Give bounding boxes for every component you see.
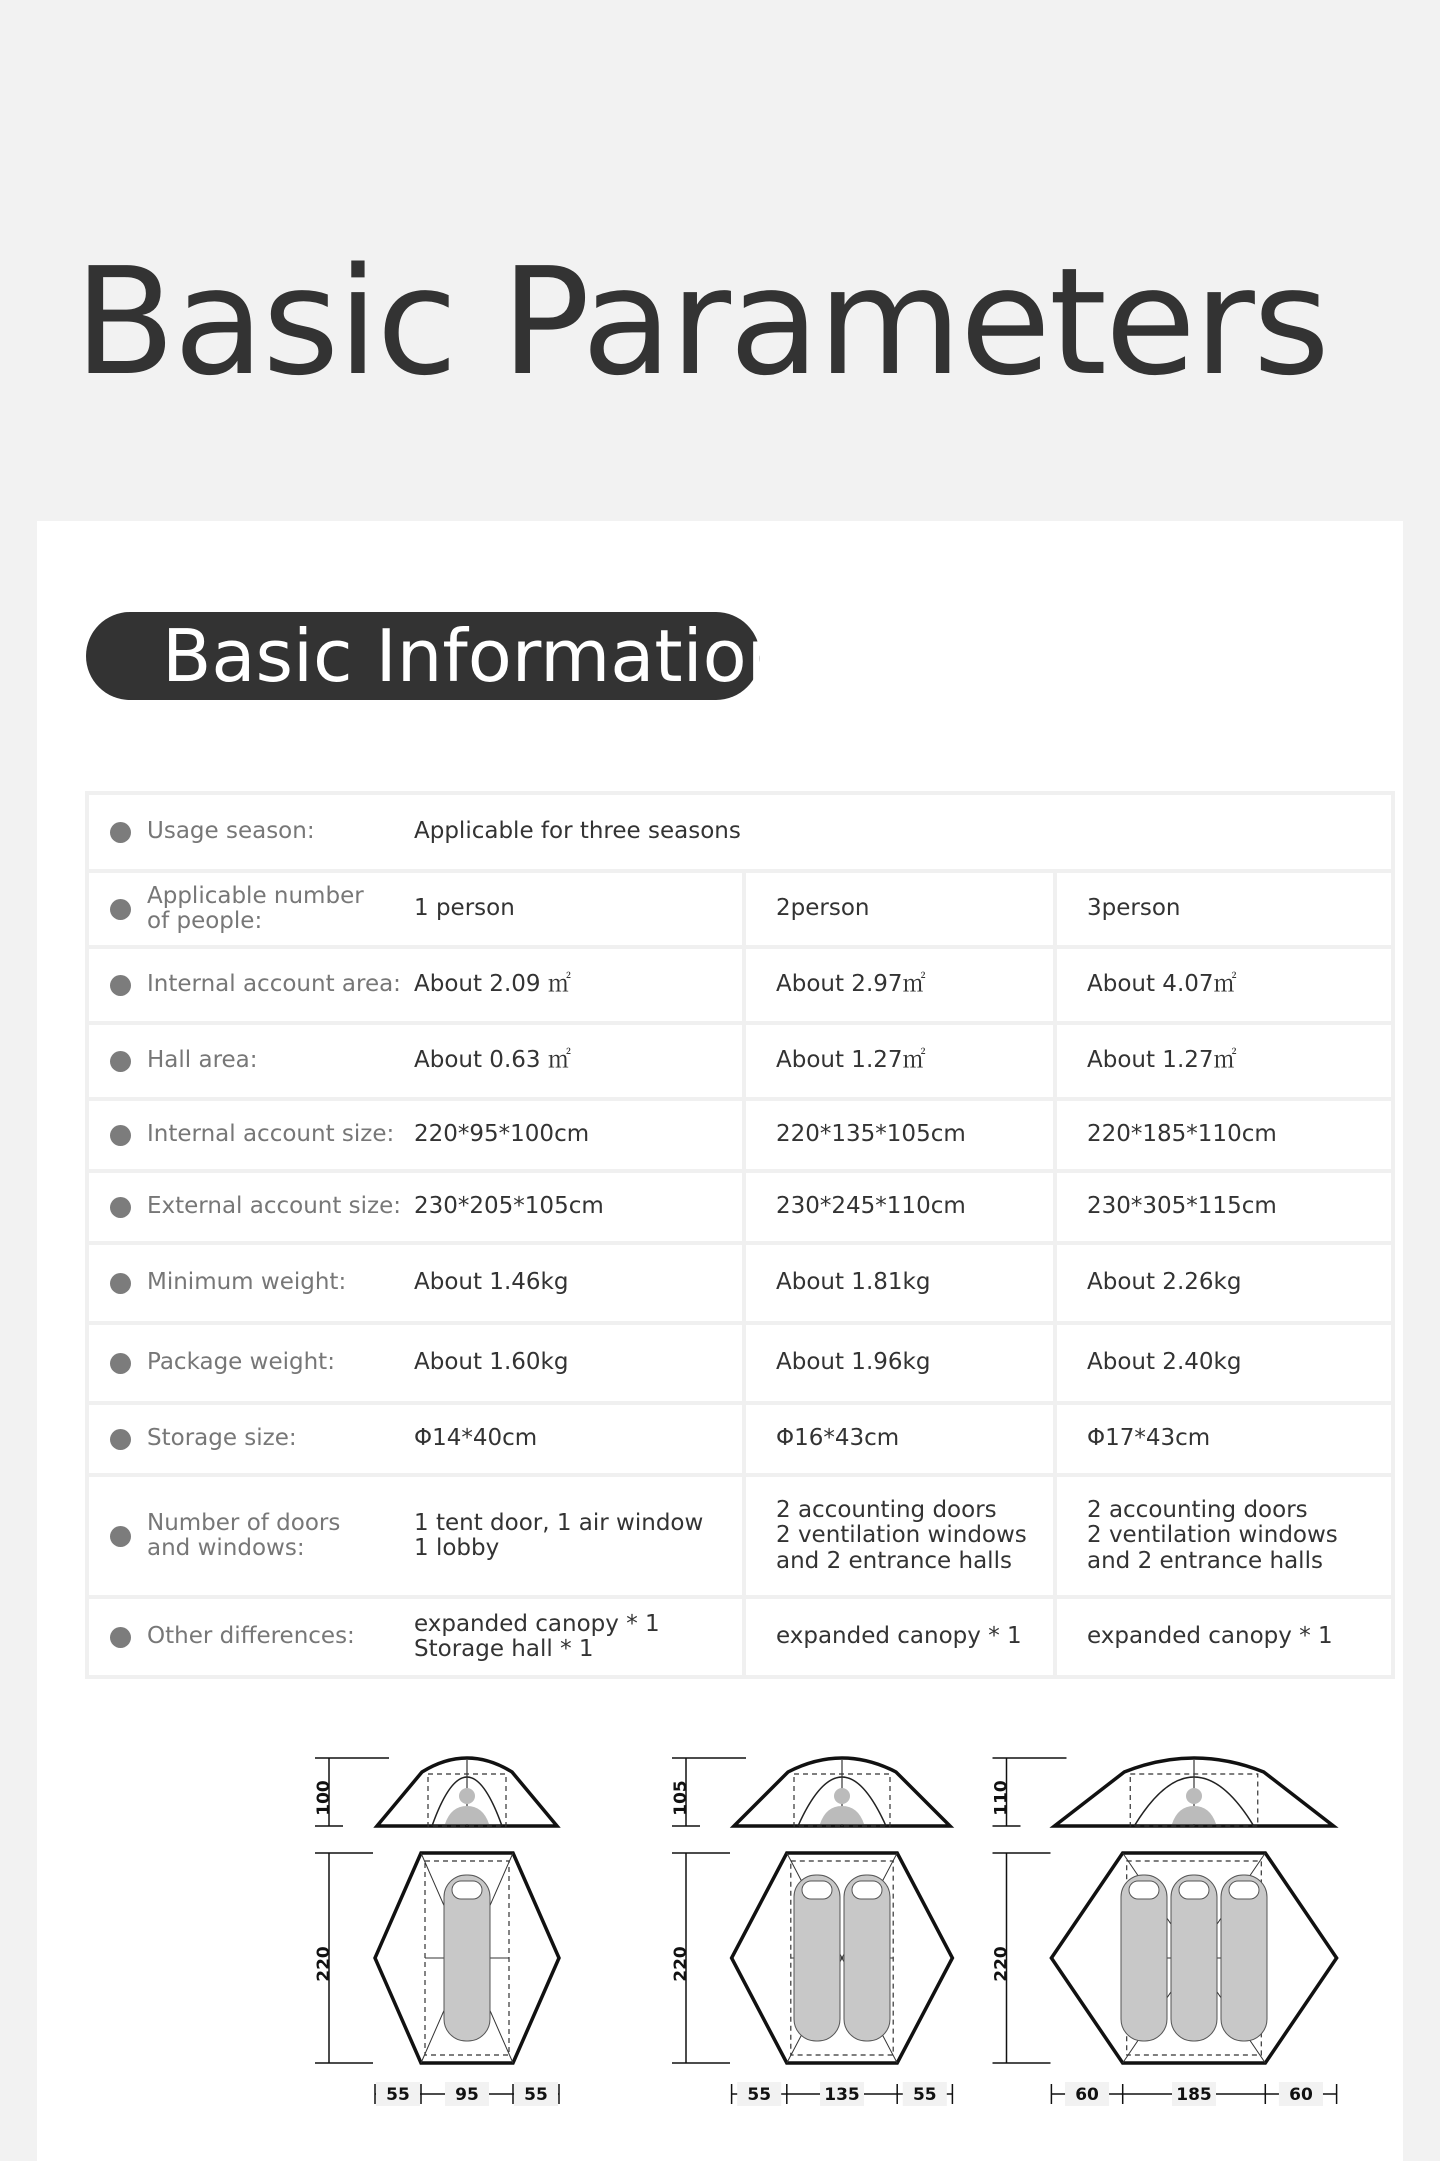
row-value: About 4.07㎡	[1055, 947, 1393, 1023]
table-row	[87, 871, 1393, 947]
table-row	[87, 1475, 1393, 1597]
row-value: 1 tent door, 1 air window 1 lobby	[414, 1475, 744, 1597]
row-value: 230*305*115cm	[1055, 1171, 1393, 1243]
row-value: 220*185*110cm	[1055, 1099, 1393, 1171]
row-value: 2 accounting doors 2 ventilation windows and 2 entrance halls	[1055, 1475, 1393, 1597]
person-body-icon	[820, 1806, 864, 1824]
sleeping-bag-head-icon	[852, 1881, 882, 1899]
row-value: 220*95*100cm	[414, 1099, 744, 1171]
tent-diagram	[314, 1758, 559, 2106]
bullet-dot-icon	[110, 1627, 131, 1648]
width-dimension-label: 135	[824, 2085, 860, 2105]
row-label: Other differences:	[87, 1597, 414, 1677]
height-dimension-label: 100	[314, 1780, 334, 1816]
width-dimension-label: 55	[386, 2085, 410, 2105]
person-head-icon	[459, 1788, 475, 1804]
row-value: Φ17*43cm	[1055, 1403, 1393, 1475]
length-dimension-label: 220	[991, 1946, 1012, 1982]
row-value: 230*245*110cm	[744, 1171, 1055, 1243]
row-value: expanded canopy * 1	[1055, 1597, 1393, 1677]
width-dimension-label: 185	[1176, 2085, 1212, 2105]
row-label: External account size:	[87, 1171, 414, 1243]
row-value: About 1.60kg	[414, 1323, 744, 1403]
row-label: Number of doors and windows:	[87, 1475, 414, 1597]
row-value: 220*135*105cm	[744, 1099, 1055, 1171]
table-row	[87, 1243, 1393, 1323]
row-value: About 1.27㎡	[1055, 1023, 1393, 1099]
table-row	[87, 1171, 1393, 1243]
person-body-icon	[1172, 1806, 1216, 1824]
bullet-dot-icon	[110, 1051, 131, 1072]
row-value: 2 accounting doors 2 ventilation windows and 2 entrance halls	[744, 1475, 1055, 1597]
width-dimension-label: 55	[747, 2085, 772, 2105]
length-dimension-label: 220	[314, 1946, 334, 1982]
bullet-dot-icon	[110, 975, 131, 996]
width-dimension-label: 55	[912, 2085, 937, 2105]
section-title-pill: Basic Information	[86, 612, 760, 700]
height-dimension-label: 105	[671, 1780, 691, 1816]
row-value: expanded canopy * 1 Storage hall * 1	[414, 1597, 744, 1677]
person-head-icon	[1186, 1788, 1202, 1804]
table-row	[87, 793, 1393, 871]
table-row	[87, 1099, 1393, 1171]
bullet-dot-icon	[110, 1125, 131, 1146]
sleeping-bag-icon	[844, 1875, 890, 2041]
width-dimension-label: 60	[1075, 2085, 1099, 2105]
table-row	[87, 1323, 1393, 1403]
row-label: Applicable number of people:	[87, 871, 414, 947]
bullet-dot-icon	[110, 1197, 131, 1218]
table-row	[87, 1023, 1393, 1099]
bullet-dot-icon	[110, 822, 131, 843]
sleeping-bag-head-icon	[802, 1881, 832, 1899]
row-label: Internal account size:	[87, 1099, 414, 1171]
row-value: About 1.81kg	[744, 1243, 1055, 1323]
row-label: Package weight:	[87, 1323, 414, 1403]
row-value: 3person	[1055, 871, 1393, 947]
spec-table	[85, 791, 1395, 1679]
tent-diagrams	[0, 1710, 1440, 2130]
bullet-dot-icon	[110, 899, 131, 920]
sleeping-bag-icon	[444, 1875, 490, 2041]
sleeping-bag-head-icon	[1229, 1881, 1259, 1899]
row-value: expanded canopy * 1	[744, 1597, 1055, 1677]
row-value: 2person	[744, 871, 1055, 947]
width-dimension-label: 55	[524, 2085, 548, 2105]
row-value: About 2.97㎡	[744, 947, 1055, 1023]
tent-diagram	[992, 1758, 1337, 2106]
row-value: About 2.26kg	[1055, 1243, 1393, 1323]
row-label: Internal account area:	[87, 947, 414, 1023]
row-value: Φ14*40cm	[414, 1403, 744, 1475]
row-value: About 1.46kg	[414, 1243, 744, 1323]
row-value: About 0.63 ㎡	[414, 1023, 744, 1099]
bullet-dot-icon	[110, 1429, 131, 1450]
row-value: About 1.96kg	[744, 1323, 1055, 1403]
row-value: About 2.09 ㎡	[414, 947, 744, 1023]
tent-diagram	[671, 1758, 952, 2106]
row-value: 230*205*105cm	[414, 1171, 744, 1243]
sleeping-bag-head-icon	[1129, 1881, 1159, 1899]
row-value: Applicable for three seasons	[414, 793, 1393, 871]
row-value: 1 person	[414, 871, 744, 947]
height-dimension-label: 110	[991, 1780, 1012, 1816]
row-value: About 1.27㎡	[744, 1023, 1055, 1099]
row-label: Minimum weight:	[87, 1243, 414, 1323]
sleeping-bag-icon	[794, 1875, 840, 2041]
width-dimension-label: 95	[455, 2085, 479, 2105]
page-title: Basic Parameters	[74, 236, 1328, 408]
row-label: Hall area:	[87, 1023, 414, 1099]
sleeping-bag-icon	[1121, 1875, 1167, 2041]
sleeping-bag-icon	[1221, 1875, 1267, 2041]
row-value: Φ16*43cm	[744, 1403, 1055, 1475]
table-row	[87, 947, 1393, 1023]
width-dimension-label: 60	[1289, 2085, 1313, 2105]
bullet-dot-icon	[110, 1273, 131, 1294]
bullet-dot-icon	[110, 1353, 131, 1374]
bullet-dot-icon	[110, 1526, 131, 1547]
table-row	[87, 1403, 1393, 1475]
length-dimension-label: 220	[671, 1946, 691, 1982]
person-head-icon	[834, 1788, 850, 1804]
person-body-icon	[445, 1806, 489, 1824]
sleeping-bag-icon	[1171, 1875, 1217, 2041]
table-row	[87, 1597, 1393, 1677]
sleeping-bag-head-icon	[452, 1881, 482, 1899]
row-value: About 2.40kg	[1055, 1323, 1393, 1403]
row-label: Usage season:	[87, 793, 414, 871]
sleeping-bag-head-icon	[1179, 1881, 1209, 1899]
row-label: Storage size:	[87, 1403, 414, 1475]
